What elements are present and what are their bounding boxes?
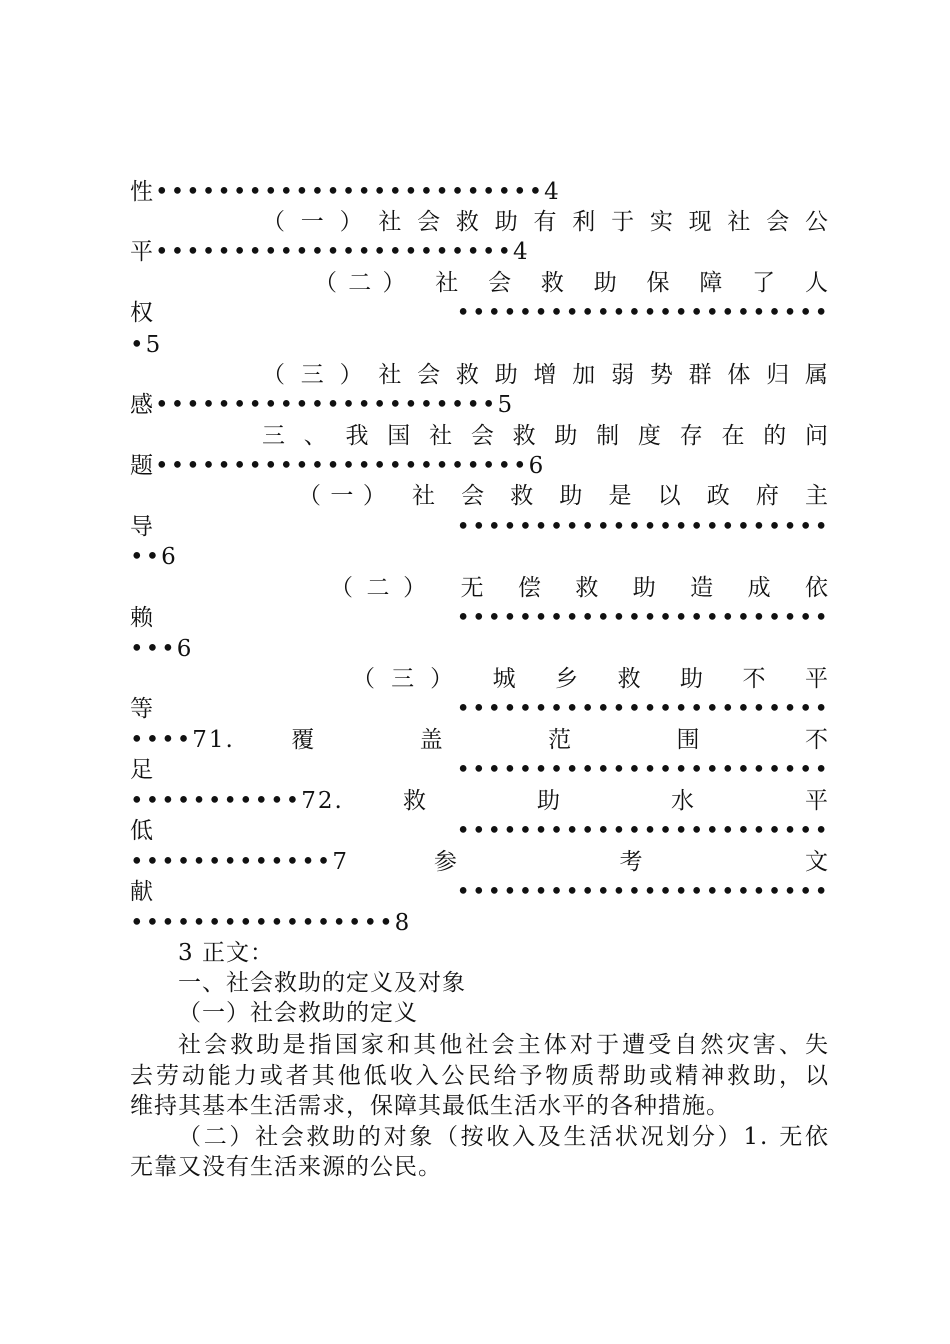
toc-line: （二） 社 会 救 助 保 障 了 人 [314,270,830,296]
section-marker: 3 正文： [178,940,274,966]
paragraph-line: 无靠又没有生活来源的公民。 [130,1154,442,1180]
toc-line: ••6 [130,544,178,570]
paragraph-line: 维持其基本生活需求，保障其最低生活水平的各种措施。 [130,1093,730,1119]
toc-line: •5 [130,332,163,358]
toc-line: （三）社会救助增加弱势群体归属 [262,362,830,388]
toc-line: 权 •••••••••••••••••••••••• [130,300,830,326]
toc-line: （一） 社 会 救 助 是 以 政 府 主 [298,483,830,509]
toc-line: 性•••••••••••••••••••••••••4 [130,179,561,205]
section-heading: 一、社会救助的定义及对象 [178,970,466,996]
toc-line: （一）社会救助有利于实现社会公 [262,209,830,235]
toc-line: 题••••••••••••••••••••••••6 [130,453,546,479]
toc-line: 献 •••••••••••••••••••••••• [130,879,830,905]
subsection-heading: （一）社会救助的定义 [178,1000,418,1026]
paragraph-line: 社会救助是指国家和其他社会主体对于遭受自然灾害、失 [178,1032,830,1058]
toc-line: （二） 无 偿 救 助 造 成 依 [330,575,830,601]
toc-line: ••••71. 覆 盖 范 围 不 [130,727,830,753]
toc-line: 感••••••••••••••••••••••5 [130,392,515,418]
toc-line: •••6 [130,636,194,662]
toc-line: •••••••••••••7 参 考 文 [130,849,830,875]
toc-line: •••••••••••72. 救 助 水 平 [130,788,830,814]
toc-line: （三） 城 乡 救 助 不 平 [352,666,830,692]
toc-line: 平•••••••••••••••••••••••4 [130,239,530,265]
paragraph-line: 去劳动能力或者其他低收入公民给予物质帮助或精神救助，以 [130,1063,830,1089]
toc-line: 导 •••••••••••••••••••••••• [130,514,830,540]
toc-line: 足 •••••••••••••••••••••••• [130,757,830,783]
paragraph-line: （二）社会救助的对象（按收入及生活状况划分）1. 无依 [178,1124,830,1150]
toc-line: 三、我国社会救助制度存在的问 [262,423,830,449]
toc-line: 等 •••••••••••••••••••••••• [130,696,830,722]
toc-line: •••••••••••••••••8 [130,910,412,936]
toc-line: 低 •••••••••••••••••••••••• [130,818,830,844]
toc-line: 赖 •••••••••••••••••••••••• [130,605,830,631]
